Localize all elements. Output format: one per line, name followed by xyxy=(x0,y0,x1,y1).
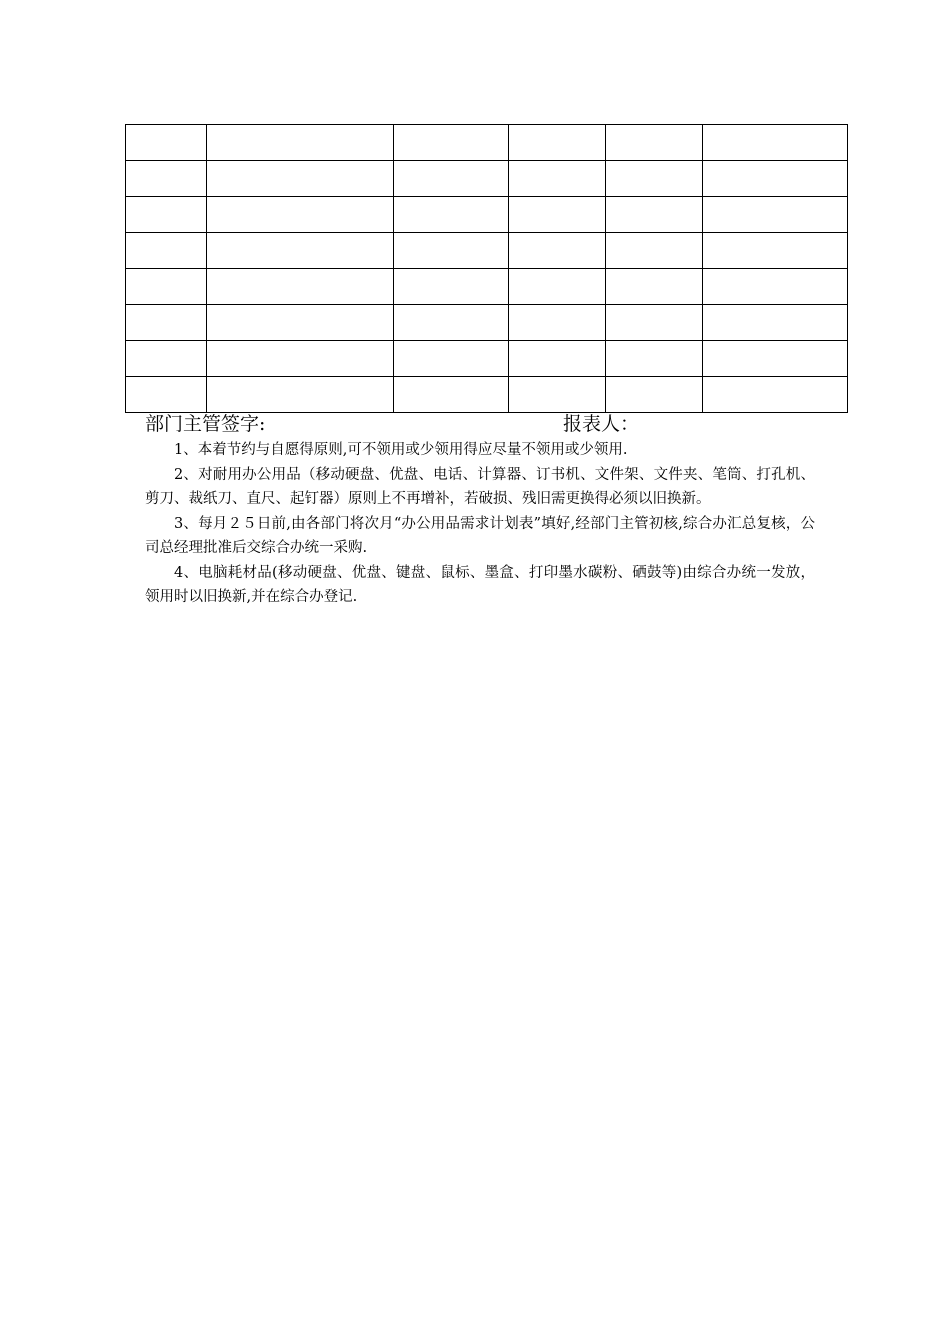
table-cell[interactable] xyxy=(394,377,509,413)
table-cell[interactable] xyxy=(703,197,848,233)
note-item: 2、对耐用办公用品（移动硬盘、优盘、电话、计算器、订书机、文件架、文件夹、笔筒、打孔机、剪刀、裁纸刀、直尺、起钉器）原则上不再增补，若破损、残旧需更换得必须以旧换新。 xyxy=(145,466,815,507)
table-cell[interactable] xyxy=(394,233,509,269)
table-cell[interactable] xyxy=(126,197,207,233)
table-cell[interactable] xyxy=(126,377,207,413)
table-cell[interactable] xyxy=(394,305,509,341)
table-cell[interactable] xyxy=(126,161,207,197)
reporter-label: 报表人： xyxy=(563,413,640,435)
table-cell[interactable] xyxy=(394,269,509,305)
table-cell[interactable] xyxy=(606,341,703,377)
table-cell[interactable] xyxy=(126,125,207,161)
note-item: 3、每月２５日前,由各部门将次月“办公用品需求计划表”填好,经部门主管初核,综合办汇总复核，公司总经理批准后交综合办统一采购. xyxy=(145,515,815,556)
table-cell[interactable] xyxy=(207,305,394,341)
table-row xyxy=(126,305,848,341)
table-cell[interactable] xyxy=(606,269,703,305)
table-cell[interactable] xyxy=(703,125,848,161)
table-cell[interactable] xyxy=(606,197,703,233)
table-row xyxy=(126,377,848,413)
table-cell[interactable] xyxy=(509,269,606,305)
table-row xyxy=(126,161,848,197)
table-cell[interactable] xyxy=(703,305,848,341)
table-cell[interactable] xyxy=(509,341,606,377)
table-row xyxy=(126,341,848,377)
requisition-table xyxy=(125,124,848,413)
table-cell[interactable] xyxy=(606,161,703,197)
table-cell[interactable] xyxy=(703,377,848,413)
table-cell[interactable] xyxy=(703,341,848,377)
table-cell[interactable] xyxy=(509,125,606,161)
table-cell[interactable] xyxy=(126,305,207,341)
table-cell[interactable] xyxy=(207,341,394,377)
table-cell[interactable] xyxy=(126,233,207,269)
table-cell[interactable] xyxy=(509,233,606,269)
table-cell[interactable] xyxy=(394,161,509,197)
table-cell[interactable] xyxy=(394,197,509,233)
table-cell[interactable] xyxy=(703,269,848,305)
table-cell[interactable] xyxy=(606,305,703,341)
table-cell[interactable] xyxy=(207,125,394,161)
table-cell[interactable] xyxy=(703,161,848,197)
table-cell[interactable] xyxy=(207,197,394,233)
table-cell[interactable] xyxy=(207,161,394,197)
table-cell[interactable] xyxy=(126,341,207,377)
note-item: 4、电脑耗材品(移动硬盘、优盘、键盘、鼠标、墨盒、打印墨水碳粉、硒鼓等)由综合办统一发放，领用时以旧换新,并在综合办登记. xyxy=(145,564,815,605)
notes-section xyxy=(145,438,815,610)
table-cell[interactable] xyxy=(394,125,509,161)
table-cell[interactable] xyxy=(394,341,509,377)
dept-supervisor-signature-label: 部门主管签字: xyxy=(145,413,266,435)
table-cell[interactable] xyxy=(509,305,606,341)
table-cell[interactable] xyxy=(207,269,394,305)
note-item: 1、本着节约与自愿得原则,可不领用或少领用得应尽量不领用或少领用. xyxy=(174,442,628,458)
table-cell[interactable] xyxy=(509,377,606,413)
table-cell[interactable] xyxy=(509,161,606,197)
table-row xyxy=(126,125,848,161)
table-cell[interactable] xyxy=(207,233,394,269)
table-cell[interactable] xyxy=(606,377,703,413)
table-body xyxy=(126,125,848,413)
table-cell[interactable] xyxy=(606,233,703,269)
table-cell[interactable] xyxy=(703,233,848,269)
table-row xyxy=(126,233,848,269)
signature-line xyxy=(0,410,950,438)
table-cell[interactable] xyxy=(207,377,394,413)
table-cell[interactable] xyxy=(606,125,703,161)
table-row xyxy=(126,197,848,233)
table-row xyxy=(126,269,848,305)
table-cell[interactable] xyxy=(126,269,207,305)
table-cell[interactable] xyxy=(509,197,606,233)
